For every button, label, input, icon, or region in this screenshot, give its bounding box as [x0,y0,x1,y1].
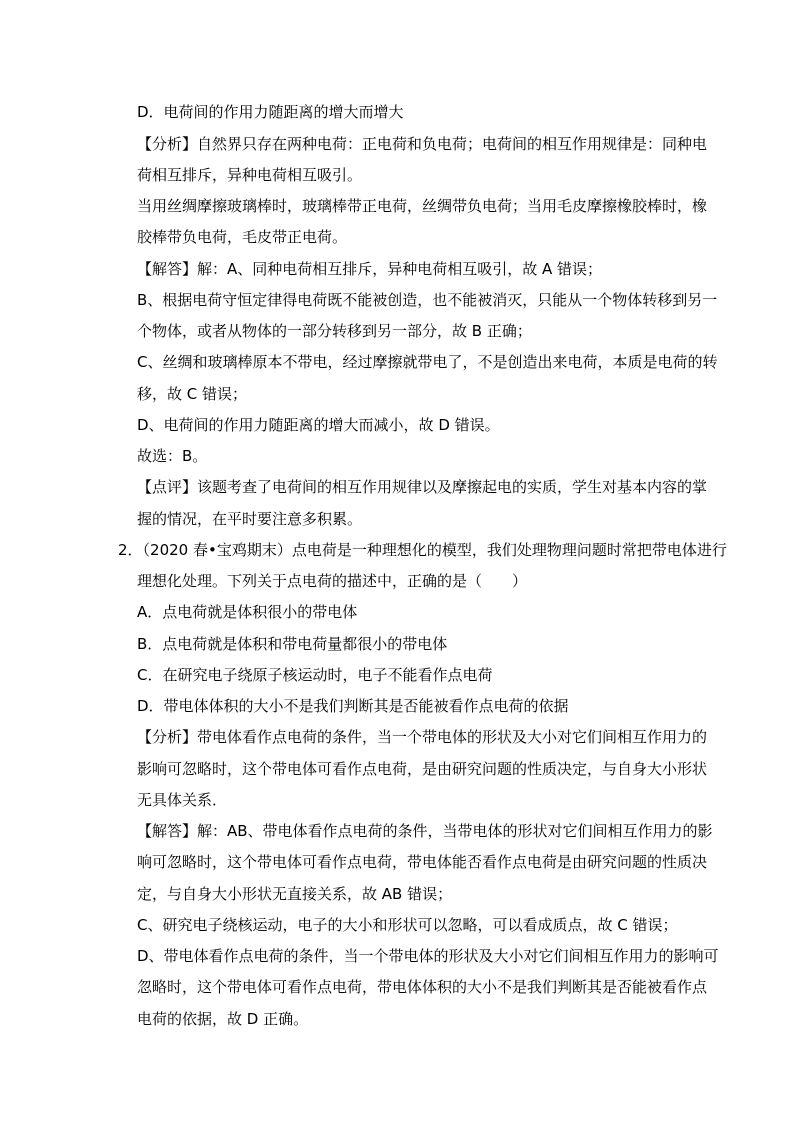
solution-2-line-2: 响可忽略时，这个带电体可看作点电荷，带电体能否看作点电荷是由研究问题的性质决 [137,853,708,871]
solution-1-line-6: D、电荷间的作用力随距离的增大而减小，故 D 错误。 [137,416,500,434]
solution-2-line-3: 定，与自身大小形状无直接关系，故 AB 错误； [137,885,453,903]
solution-1-line-5: 移，故 C 错误； [137,385,248,403]
solution-1-line-1: 【解答】解：A、同种电荷相互排斥，异种电荷相互吸引，故 A 错误； [137,260,603,278]
analysis-1-line-4: 胶棒带负电荷，毛皮带正电荷。 [137,228,348,246]
solution-2-line-1: 【解答】解：AB、带电体看作点电荷的条件，当带电体的形状对它们间相互作用力的影 [137,822,713,840]
option-d: D．带电体体积的大小不是我们判断其是否能被看作点电荷的依据 [137,697,569,715]
analysis-2-line-2: 影响可忽略时，这个带电体可看作点电荷，是由研究问题的性质决定，与自身大小形状 [137,760,708,778]
solution-2-line-7: 电荷的依据，故 D 正确。 [137,1010,309,1028]
option-b: B．点电荷就是体积和带电荷量都很小的带电体 [137,635,448,653]
option-c: C．在研究电子绕原子核运动时，电子不能看作点电荷 [137,666,493,684]
solution-2-line-4: C、研究电子绕核运动，电子的大小和形状可以忽略，可以看成质点，故 C 错误； [137,916,678,934]
option-d-previous: D．电荷间的作用力随距离的增大而增大 [137,103,404,121]
question-2-line-2: 理想化处理。下列关于点电荷的描述中，正确的是（ ） [137,572,528,590]
solution-1-line-2: B、根据电荷守恒定律得电荷既不能被创造，也不能被消灭，只能从一个物体转移到另一 [137,291,718,309]
analysis-2-line-3: 无具体关系． [137,791,228,809]
option-a: A．点电荷就是体积很小的带电体 [137,603,358,621]
question-2-line-1: 2．（2020 春•宝鸡期末）点电荷是一种理想化的模型，我们处理物理问题时常把带电体进行 [118,541,727,559]
analysis-1-line-3: 当用丝绸摩擦玻璃棒时，玻璃棒带正电荷，丝绸带负电荷；当用毛皮摩擦橡胶棒时，橡 [137,197,708,215]
solution-1-line-3: 个物体，或者从物体的一部分转移到另一部分，故 B 正确； [137,322,532,340]
analysis-1-line-2: 荷相互排斥，异种电荷相互吸引。 [137,166,363,184]
analysis-1-line-1: 【分析】自然界只存在两种电荷：正电荷和负电荷；电荷间的相互作用规律是：同种电 [137,135,708,153]
answer-1: 故选：B。 [137,447,208,465]
comment-1-line-1: 【点评】该题考查了电荷间的相互作用规律以及摩擦起电的实质，学生对基本内容的掌 [137,478,708,496]
solution-2-line-5: D、带电体看作点电荷的条件，当一个带电体的形状及大小对它们间相互作用力的影响可 [137,947,719,965]
solution-2-line-6: 忽略时，这个带电体可看作点电荷，带电体体积的大小不是我们判断其是否能被看作点 [137,978,708,996]
analysis-2-line-1: 【分析】带电体看作点电荷的条件，当一个带电体的形状及大小对它们间相互作用力的 [137,728,708,746]
solution-1-line-4: C、丝绸和玻璃棒原本不带电，经过摩擦就带电了，不是创造出来电荷，本质是电荷的转 [137,353,718,371]
comment-1-line-2: 握的情况，在平时要注意多积累。 [137,510,363,528]
